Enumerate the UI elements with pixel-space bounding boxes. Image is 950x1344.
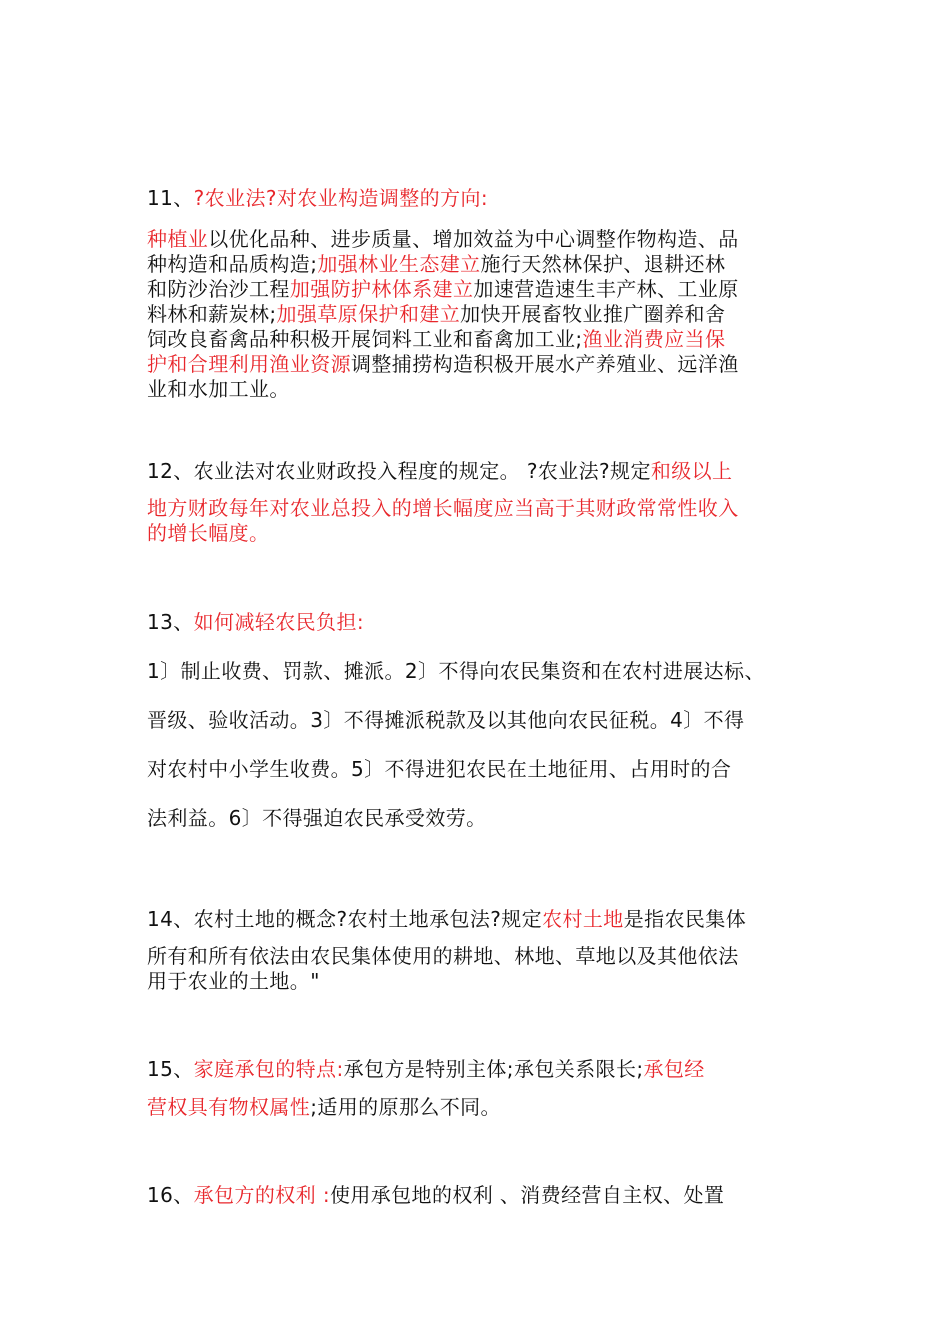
highlight-fishery: 渔业消费应当保 (582, 327, 726, 351)
section-13-line-1: 1〕制止收费、罚款、摊派。2〕不得向农民集资和在农村进展达标、 (147, 659, 765, 683)
section-15-line-1 (147, 1057, 817, 1082)
section-14-line-1 (147, 907, 817, 932)
text: 农业法对农业财政投入程度的规定。 ?农业法?规定 (193, 459, 651, 483)
highlight-grassland: 加强草原保护和建立 (276, 302, 461, 326)
text: 加快开展畜牧业推广圈养和舍 (460, 302, 726, 326)
section-15 (147, 1057, 817, 1120)
section-12 (147, 459, 817, 546)
highlight-features: 家庭承包的特点: (193, 1057, 344, 1081)
highlight-shelterbelt: 加强防护林体系建立 (289, 277, 474, 301)
highlight-rural-land: 农村土地 (542, 907, 624, 931)
text: 和防沙治沙工程 (147, 277, 290, 301)
section-12-line-3: 的增长幅度。 (147, 521, 270, 545)
text: 是指农民集体 (623, 907, 747, 931)
text: ;适用的原那么不同。 (310, 1095, 501, 1119)
text: 承包方是特别主体;承包关系限长; (343, 1057, 644, 1081)
text: 使用承包地的权利 、消费经营自主权、处置 (329, 1183, 725, 1207)
highlight-property-right: 营权具有物权属性 (147, 1095, 311, 1119)
text: 农村土地的概念?农村土地承包法?规定 (193, 907, 543, 931)
section-12-line-1 (147, 459, 817, 484)
text: 加速营造速生丰产林、工业原 (473, 277, 739, 301)
section-16-line-1 (147, 1183, 817, 1208)
highlight-rights: 承包方的权利 : (193, 1183, 330, 1207)
text: 施行天然林保护、退耕还林 (480, 252, 726, 276)
section-15-line-2 (147, 1095, 817, 1120)
section-11-line-6 (147, 352, 817, 377)
section-13-title: 如何减轻农民负担: (193, 610, 364, 634)
section-11-number: 11、 (147, 186, 194, 210)
text: 以优化品种、进步质量、增加效益为中心调整作物构造、品 (208, 227, 739, 251)
section-11 (147, 186, 817, 402)
section-11-line-2 (147, 252, 817, 277)
section-14-line-2: 所有和所有依法由农民集体使用的耕地、林地、草地以及其他依法 (147, 944, 739, 968)
highlight-forestry: 加强林业生态建立 (317, 252, 481, 276)
section-13-number: 13、 (147, 610, 194, 634)
section-11-line-1 (147, 227, 817, 252)
section-14-line-3: 用于农业的土地。" (147, 969, 320, 993)
highlight-fishery-resources: 护和合理利用渔业资源 (147, 352, 351, 376)
text: 料林和薪炭林; (147, 302, 277, 326)
section-11-title: ?农业法?对农业构造调整的方向: (193, 186, 489, 210)
section-14-number: 14、 (147, 907, 194, 931)
section-13-line-4: 法利益。6〕不得强迫农民承受效劳。 (147, 806, 487, 830)
section-11-line-4 (147, 302, 817, 327)
section-16 (147, 1183, 817, 1208)
text: 种构造和品质构造; (147, 252, 318, 276)
section-11-line-7: 业和水加工业。 (147, 377, 290, 401)
section-13-line-3: 对农村中小学生收费。5〕不得进犯农民在土地征用、占用时的合 (147, 757, 732, 781)
text: 饲改良畜禽品种积极开展饲料工业和畜禽加工业; (147, 327, 583, 351)
section-11-line-3 (147, 277, 817, 302)
highlight: 和级以上 (650, 459, 733, 483)
section-11-line-5 (147, 327, 817, 352)
section-11-heading (147, 186, 817, 211)
section-16-number: 16、 (147, 1183, 194, 1207)
section-13-line-2: 晋级、验收活动。3〕不得摊派税款及以其他向农民征税。4〕不得 (147, 708, 745, 732)
section-12-number: 12、 (147, 459, 194, 483)
highlight-planting: 种植业 (147, 227, 209, 251)
text: 调整捕捞构造积极开展水产养殖业、远洋渔 (351, 352, 739, 376)
section-13 (147, 610, 817, 831)
section-14 (147, 907, 817, 994)
section-15-number: 15、 (147, 1057, 194, 1081)
section-13-heading (147, 610, 817, 635)
section-12-line-2: 地方财政每年对农业总投入的增长幅度应当高于其财政常常性收入 (147, 496, 739, 520)
highlight: 承包经 (643, 1057, 705, 1081)
